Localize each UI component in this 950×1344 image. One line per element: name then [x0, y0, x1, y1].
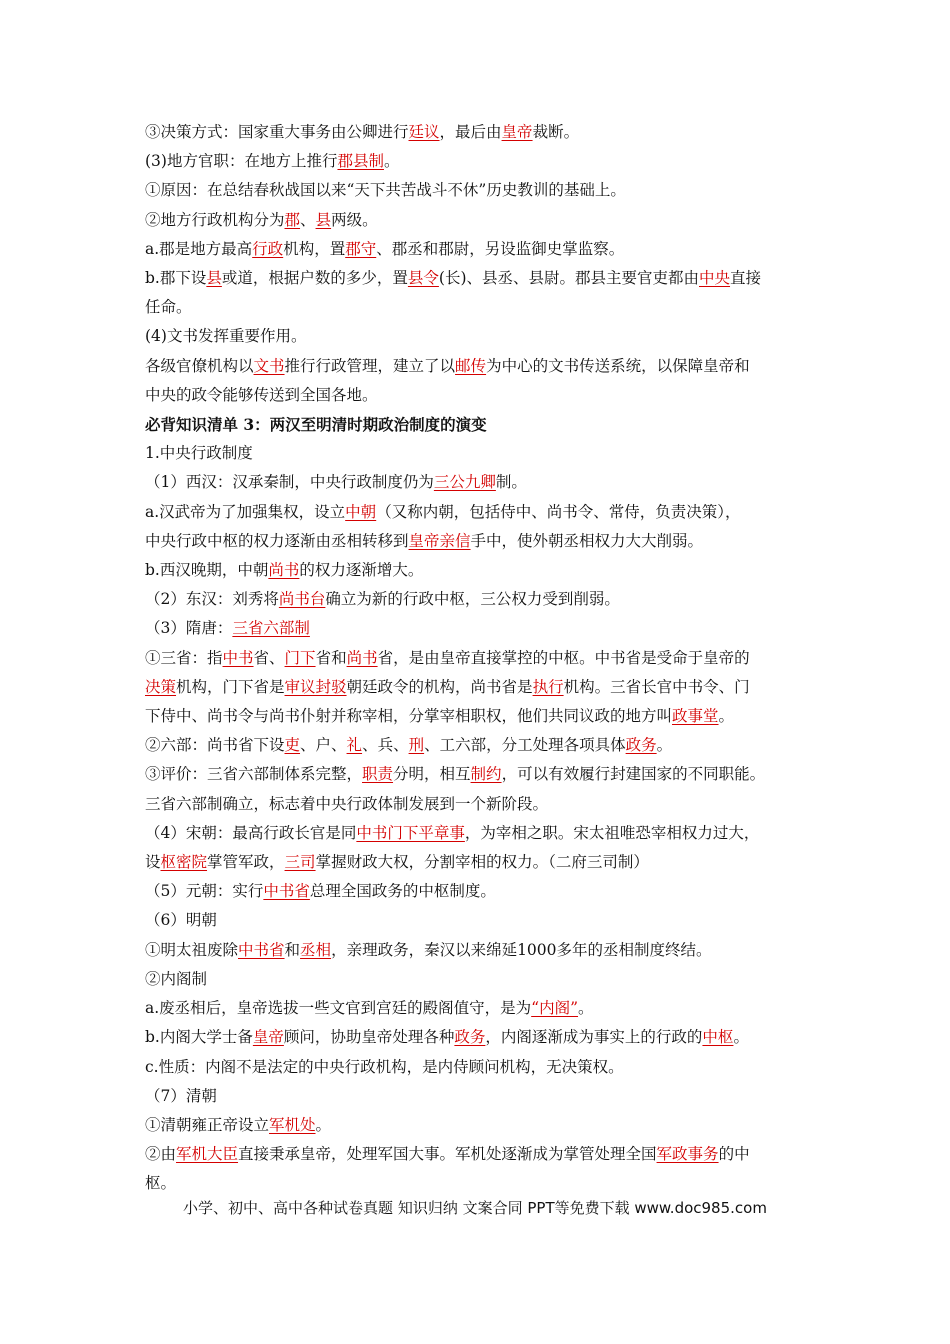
- text-line: [145, 381, 815, 410]
- text-run: 省和: [315, 648, 347, 667]
- text-run: ②由: [145, 1145, 177, 1164]
- text-run: ②地方行政机构分为: [145, 210, 285, 229]
- keyword: 县: [315, 210, 332, 229]
- text-run: （4）宋朝：最高行政长官是同: [145, 823, 357, 842]
- keyword: 中枢: [702, 1028, 734, 1047]
- text-run: ②六部：尚书省下设: [145, 736, 285, 755]
- text-line: [145, 293, 815, 322]
- keyword: 文书: [253, 356, 285, 375]
- text-run: 直接秉承皇帝，处理军国大事。军机处逐渐成为掌管处理全国: [238, 1145, 657, 1164]
- text-run: ①原因：在总结春秋战国以来“天下共苦战斗不休”历史教训的基础上。: [145, 181, 626, 200]
- text-line: [145, 994, 815, 1023]
- keyword: 中书门下平章事: [356, 823, 465, 842]
- text-line: [145, 1111, 815, 1140]
- text-line: [145, 731, 815, 760]
- text-run: （6）明朝: [145, 911, 217, 930]
- text-run: b.郡下设: [145, 269, 207, 288]
- text-line: [145, 118, 815, 147]
- page-footer: 小学、初中、高中各种试卷真题 知识归纳 文案合同 PPT等免费下载 www.doc985.com: [183, 1199, 767, 1217]
- text-run: 确立为新的行政中枢，三公权力受到削弱。: [325, 590, 620, 609]
- text-run: 推行行政管理，建立了以: [284, 356, 456, 375]
- text-line: [145, 819, 815, 848]
- text-run: b.西汉晚期，中朝: [145, 561, 269, 580]
- text-line: [145, 1053, 815, 1082]
- text-run: （7）清朝: [145, 1086, 217, 1105]
- keyword: 枢密院: [160, 853, 208, 872]
- text-run: 1.中央行政制度: [145, 444, 253, 463]
- text-run: （1）西汉：汉承秦制，中央行政制度仍为: [145, 473, 434, 492]
- text-run: 。: [315, 1115, 332, 1134]
- text-run: ①明太祖废除: [145, 940, 239, 959]
- text-run: 。: [383, 152, 400, 171]
- text-run: 。: [733, 1028, 749, 1047]
- text-run: 设: [145, 853, 161, 872]
- keyword: 军机处: [269, 1115, 316, 1134]
- text-line: [145, 848, 815, 877]
- text-line: [145, 147, 815, 176]
- text-line: [145, 673, 815, 702]
- text-line: [145, 1023, 815, 1052]
- text-line: [145, 235, 815, 264]
- text-run: 枢。: [145, 1174, 177, 1193]
- keyword: 军政事务: [656, 1145, 719, 1164]
- keyword: 郡县制: [337, 152, 384, 171]
- keyword: 尚书: [346, 648, 378, 667]
- keyword: 政务: [625, 736, 657, 755]
- text-run: ，可以有效履行封建国家的不同职能。: [501, 765, 766, 784]
- text-run: (3)地方官职：在地方上推行: [145, 152, 338, 171]
- text-run: 下侍中、尚书令与尚书仆射并称宰相，分掌宰相职权，他们共同议政的地方叫: [145, 707, 673, 726]
- text-run: 裁断。: [532, 123, 580, 141]
- text-run: 制。: [495, 473, 527, 492]
- keyword: 政务: [454, 1028, 486, 1047]
- text-run: 中央的政令能够传送到全国各地。: [145, 385, 378, 404]
- text-line: [145, 439, 815, 468]
- keyword: 吏: [284, 736, 301, 755]
- keyword: 审议封驳: [284, 677, 347, 696]
- keyword: 刑: [408, 736, 425, 755]
- text-run: ③评价：三省六部制体系完整，: [145, 765, 363, 784]
- text-run: （又称内朝，包括侍中、尚书令、常侍，负责决策），: [376, 502, 741, 521]
- keyword: 邮传: [455, 356, 487, 375]
- text-run: 。: [656, 736, 673, 755]
- keyword: 郡: [284, 210, 301, 229]
- text-run: 机构，门下省是: [176, 677, 285, 696]
- keyword: 皇帝: [252, 1028, 284, 1047]
- text-run: 必背知识清单 3：两汉至明清时期政治制度的演变: [145, 415, 487, 435]
- text-run: 顾问，协助皇帝处理各种: [283, 1028, 455, 1047]
- text-run: 任命。: [145, 298, 192, 317]
- keyword: 中书: [222, 648, 254, 667]
- text-run: a.汉武帝为了加强集权，设立: [145, 502, 346, 521]
- text-run: 朝廷政令的机构，尚书省是: [346, 677, 533, 696]
- text-run: 、: [300, 210, 316, 229]
- text-run: 、工六部，分工处理各项具体: [424, 736, 626, 755]
- keyword: 礼: [346, 736, 363, 755]
- text-run: c.性质：内阁不是法定的中央行政机构，是内侍顾问机构，无决策权。: [145, 1057, 624, 1076]
- text-run: 直接: [730, 269, 762, 288]
- text-line: [145, 468, 815, 497]
- keyword: 军机大臣: [176, 1145, 239, 1164]
- text-run: ①清朝雍正帝设立: [145, 1115, 270, 1134]
- text-line: [145, 790, 815, 819]
- text-run: 各级官僚机构以: [145, 356, 254, 375]
- text-run: 三省六部制确立，标志着中央行政体制发展到一个新阶段。: [145, 794, 549, 813]
- keyword: 行政: [252, 239, 284, 258]
- keyword: 三司: [284, 853, 316, 872]
- text-line: [145, 906, 815, 935]
- text-line: [145, 264, 815, 293]
- text-run: b.内阁大学士备: [145, 1028, 253, 1047]
- keyword: 中央: [699, 269, 731, 288]
- text-run: 的中: [718, 1145, 750, 1164]
- text-run: a.废丞相后，皇帝选拔一些文官到宫廷的殿阁值守，是为: [145, 999, 532, 1018]
- text-line: [145, 585, 815, 614]
- keyword: 皇帝亲信: [408, 531, 471, 550]
- keyword: 郡守: [345, 239, 377, 258]
- text-line: [145, 936, 815, 965]
- keyword: 制约: [470, 765, 502, 784]
- text-line: [145, 527, 815, 556]
- text-run: 掌管军政，: [207, 853, 285, 872]
- text-run: 省，是由皇帝直接掌控的中枢。中书省是受命于皇帝的: [377, 648, 750, 667]
- text-line: [145, 614, 815, 643]
- text-run: 。: [578, 999, 594, 1018]
- text-run: (长)、县丞、县尉。郡县主要官吏都由: [438, 269, 700, 288]
- text-run: 省、: [253, 648, 285, 667]
- text-run: 机构，置: [283, 239, 346, 258]
- text-run: （2）东汉：刘秀将: [145, 590, 279, 609]
- keyword: 县: [206, 269, 222, 288]
- keyword: 中朝: [345, 502, 377, 521]
- text-run: 两级。: [331, 210, 378, 229]
- text-run: ①三省：指: [145, 648, 223, 667]
- keyword: 丞相: [300, 940, 332, 959]
- text-line: [145, 322, 815, 351]
- section-heading: [145, 410, 815, 439]
- text-run: 的权力逐渐增大。: [299, 561, 424, 580]
- text-run: ，为宰相之职。宋太祖唯恐宰相权力过大，: [464, 823, 760, 842]
- text-run: ，最后由: [439, 123, 502, 141]
- text-line: [145, 1169, 815, 1198]
- keyword: 三省六部制: [232, 619, 310, 638]
- keyword: 廷议: [408, 123, 440, 141]
- text-line: [145, 176, 815, 205]
- text-run: (4)文书发挥重要作用。: [145, 327, 307, 346]
- text-line: [145, 1082, 815, 1111]
- text-line: [145, 877, 815, 906]
- text-line: [145, 702, 815, 731]
- text-run: 或道，根据户数的多少，置: [221, 269, 408, 288]
- keyword: 中书省: [238, 940, 285, 959]
- text-line: [145, 206, 815, 235]
- keyword: 执行: [532, 677, 564, 696]
- text-run: （5）元朝：实行: [145, 882, 264, 901]
- text-line: [145, 760, 815, 789]
- keyword: 县令: [407, 269, 439, 288]
- document-body: [145, 118, 815, 1199]
- text-run: （3）隋唐：: [145, 619, 233, 638]
- text-run: a.郡是地方最高: [145, 239, 253, 258]
- text-line: [145, 352, 815, 381]
- text-line: [145, 1140, 815, 1169]
- text-run: 、郡丞和郡尉，另设监御史掌监察。: [376, 239, 625, 258]
- text-run: 、兵、: [362, 736, 409, 755]
- text-run: 。: [718, 707, 735, 726]
- keyword: 三公九卿: [433, 473, 496, 492]
- keyword: 尚书: [268, 561, 300, 580]
- keyword: 尚书台: [278, 590, 326, 609]
- text-run: ，亲理政务，秦汉以来绵延1000多年的丞相制度终结。: [331, 940, 712, 959]
- keyword: “内阁”: [531, 999, 579, 1018]
- keyword: 门下: [284, 648, 316, 667]
- text-run: 和: [284, 940, 301, 959]
- text-line: [145, 556, 815, 585]
- text-run: ②内阁制: [145, 969, 208, 988]
- text-run: ③决策方式：国家重大事务由公卿进行: [145, 123, 409, 141]
- text-run: 总理全国政务的中枢制度。: [309, 882, 496, 901]
- text-run: 分明，相互: [393, 765, 471, 784]
- keyword: 皇帝: [501, 123, 533, 141]
- text-run: 掌握财政大权，分割宰相的权力。（二府三司制）: [315, 853, 649, 872]
- keyword: 决策: [145, 677, 177, 696]
- text-run: ，内阁逐渐成为事实上的行政的: [485, 1028, 703, 1047]
- text-line: [145, 498, 815, 527]
- text-line: [145, 965, 815, 994]
- keyword: 职责: [362, 765, 394, 784]
- text-line: [145, 644, 815, 673]
- text-run: 手中，使外朝丞相权力大大削弱。: [470, 531, 704, 550]
- text-run: 、户、: [300, 736, 347, 755]
- keyword: 政事堂: [672, 707, 719, 726]
- text-run: 中央行政中枢的权力逐渐由丞相转移到: [145, 531, 409, 550]
- keyword: 中书省: [263, 882, 310, 901]
- text-run: 为中心的文书传送系统，以保障皇帝和: [486, 356, 750, 375]
- text-run: 机构。三省长官中书令、门: [563, 677, 750, 696]
